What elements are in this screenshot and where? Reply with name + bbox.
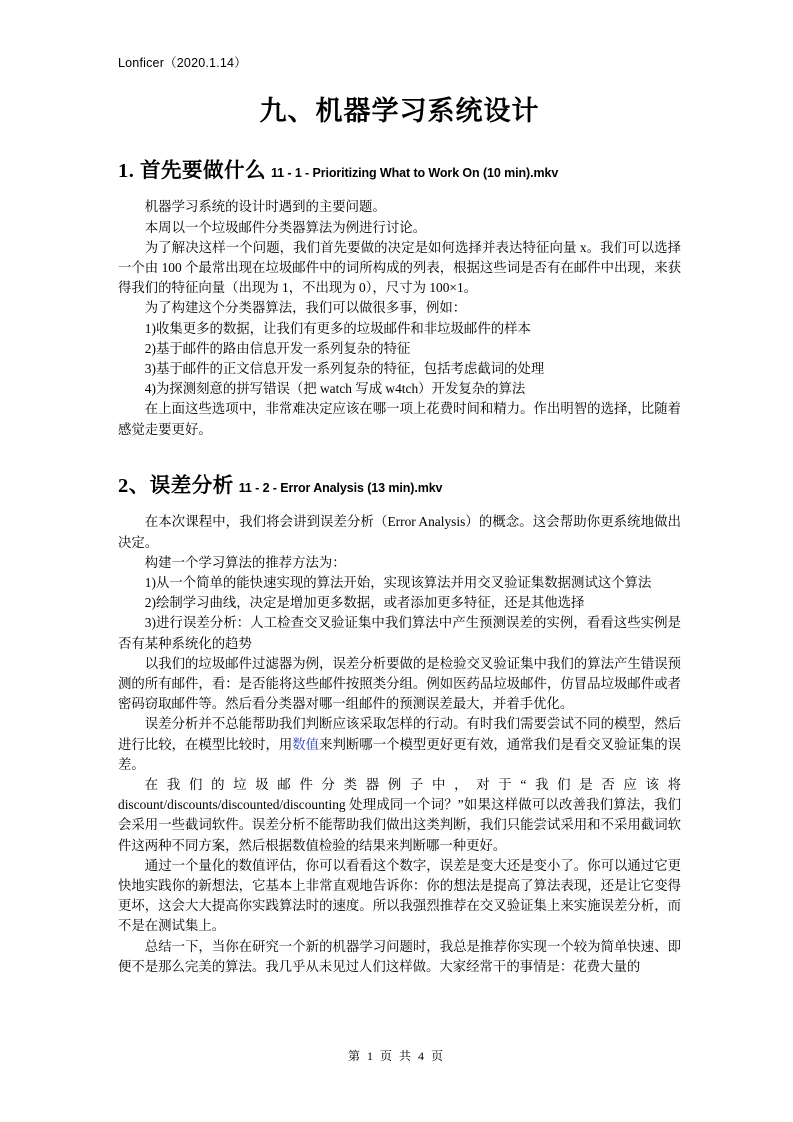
paragraph: 以我们的垃圾邮件过滤器为例，误差分析要做的是检验交叉验证集中我们的算法产生错误预测的所有邮件，看：是否能将这些邮件按照类分组。例如医药品垃圾邮件，仿冒品垃圾邮件或者密码窃取邮件等。然后看分类器对哪一组邮件的预测误差最大，并着手优化。 [118, 655, 681, 712]
paragraph: 在我们的垃圾邮件分类器例子中，对于“我们是否应该将 discount/discounts/discounted/discounting 处理成同一个词？”如果这样做可以改善我们算法，我们会采用一些截词软件。误差分析不能帮助我们做出这类判断，我们只能尝试采用和不采用截词软件这两种不同方案，然后根据数值检验的结果来判断哪一种更好。 [118, 777, 681, 853]
paragraph: 构建一个学习算法的推荐方法为： [144, 554, 346, 570]
list-item: 2)绘制学习曲线，决定是增加更多数据，或者添加更多特征，还是其他选择 [144, 595, 585, 611]
list-item: 3)进行误差分析：人工检查交叉验证集中我们算法中产生预测误差的实例，看看这些实例是否有某种系统化的趋势 [118, 615, 681, 651]
list-item: 4)为探测刻意的拼写错误（把 watch 写成 w4tch）开发复杂的算法 [144, 381, 526, 397]
list-item: 1)收集更多的数据，让我们有更多的垃圾邮件和非垃圾邮件的样本 [144, 320, 531, 336]
paragraph-with-link [118, 714, 681, 775]
section-1-title-zh: 1. 首先要做什么 [118, 159, 266, 182]
list-item: 2)基于邮件的路由信息开发一系列复杂的特征 [144, 340, 411, 356]
paragraph-text-after-link: 来判断哪一个模型更好更有效，通常我们是看交叉验证集的误差。 [118, 736, 681, 772]
inline-link-numeric[interactable]: 数值 [292, 736, 320, 752]
section-heading-2 [118, 474, 681, 499]
paragraph-text-before-link: 误差分析并不总能帮助我们判断应该采取怎样的行动。有时我们需要尝试不同的模型，然后进行比较，在模型比较时，用 [118, 716, 681, 752]
list-item: 1)从一个简单的能快速实现的算法开始，实现该算法并用交叉验证集数据测试这个算法 [144, 574, 652, 590]
section-heading-1 [118, 159, 681, 184]
page-footer: 第 1 页 共 4 页 [347, 1049, 445, 1063]
paragraph: 在本次课程中，我们将会讲到误差分析（Error Analysis）的概念。这会帮助你更系统地做出决定。 [118, 514, 681, 550]
section-1-body [118, 197, 681, 439]
section-2-title-en: 11 - 2 - Error Analysis (13 min).mkv [238, 480, 443, 495]
paragraph: 本周以一个垃圾邮件分类器算法为例进行讨论。 [144, 219, 426, 235]
section-1-title-en: 11 - 1 - Prioritizing What to Work On (10 min).mkv [271, 165, 559, 180]
section-2-body [118, 512, 681, 977]
paragraph: 总结一下，当你在研究一个新的机器学习问题时，我总是推荐你实现一个较为简单快速、即便不是那么完美的算法。我几乎从未见过人们这样做。大家经常干的事情是：花费大量的 [118, 938, 681, 974]
paragraph: 为了构建这个分类器算法，我们可以做很多事，例如： [144, 300, 467, 316]
list-item: 3)基于邮件的正文信息开发一系列复杂的特征，包括考虑截词的处理 [144, 360, 545, 376]
paragraph: 在上面这些选项中，非常难决定应该在哪一项上花费时间和精力。作出明智的选择，比随着感觉走要更好。 [118, 401, 681, 437]
paragraph: 机器学习系统的设计时遇到的主要问题。 [144, 199, 386, 215]
paragraph: 为了解决这样一个问题，我们首先要做的决定是如何选择并表达特征向量 x。我们可以选择一个由 100 个最常出现在垃圾邮件中的词所构成的列表，根据这些词是否有在邮件中出现，来获得我们的特征向量（出现为 1，不出现为 0），尺寸为 100×1。 [118, 239, 681, 296]
document-author-header: Lonficer（2020.1.14） [118, 56, 247, 70]
paragraph: 通过一个量化的数值评估，你可以看看这个数字，误差是变大还是变小了。你可以通过它更快地实践你的新想法，它基本上非常直观地告诉你：你的想法是提高了算法表现，还是让它变得更坏，这会大大提高你实践算法时的速度。所以我强烈推荐在交叉验证集上来实施误差分析，而不是在测试集上。 [118, 857, 681, 934]
section-2-title-zh: 2、误差分析 [118, 474, 234, 497]
page-title: 九、机器学习系统设计 [259, 96, 540, 126]
